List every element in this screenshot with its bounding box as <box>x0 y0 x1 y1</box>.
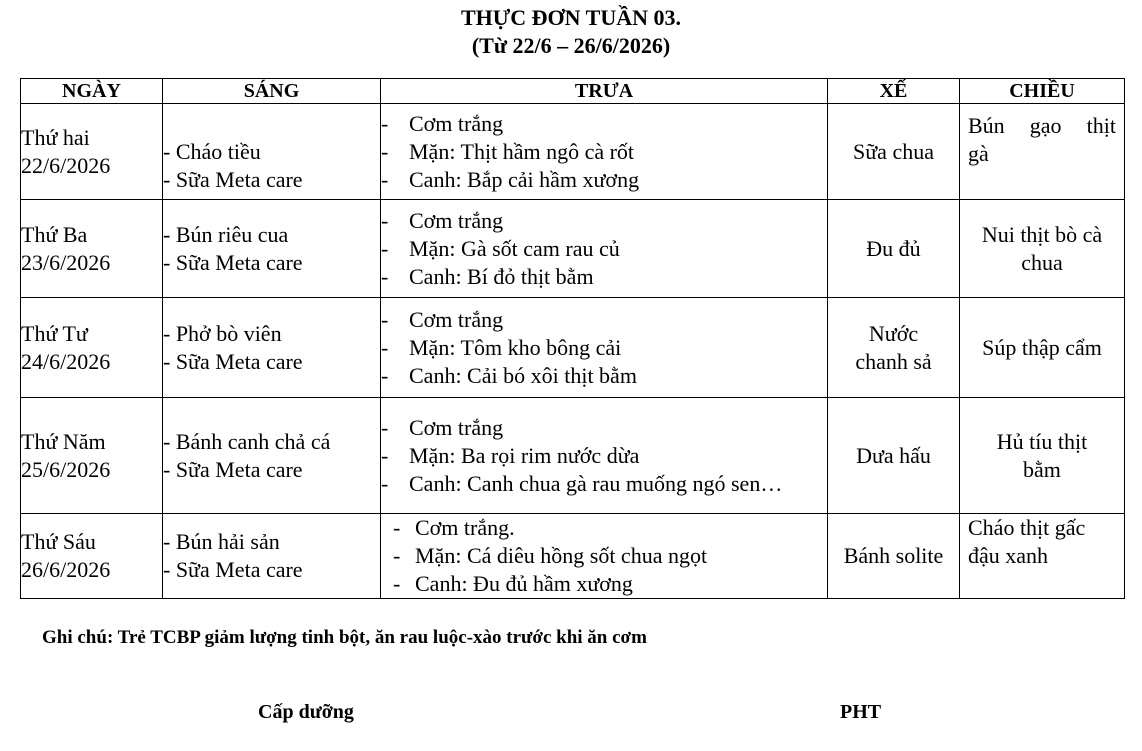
weekday: Thứ Sáu <box>21 529 96 554</box>
snack-cell <box>828 104 960 200</box>
snack-item: Dưa hấu <box>856 442 931 468</box>
afternoon-line: Bún gạo thịt <box>968 113 1116 138</box>
date: 22/6/2026 <box>21 152 111 178</box>
lunch-item: - Cơm trắng <box>381 306 504 332</box>
lunch-cell <box>381 200 828 298</box>
title-line-2: (Từ 22/6 – 26/6/2026) <box>471 33 671 58</box>
afternoon-cell <box>960 298 1125 398</box>
page-title <box>0 4 1142 60</box>
lunch-item: - Cơm trắng <box>381 110 504 136</box>
header-row <box>21 79 1125 104</box>
lunch-item: - Canh: Bắp cải hầm xương <box>381 166 640 192</box>
lunch-item: - Canh: Cải bó xôi thịt bằm <box>381 362 637 388</box>
date: 23/6/2026 <box>21 249 111 275</box>
afternoon-line: chua <box>1021 249 1063 275</box>
lunch-item: - Cơm trắng. <box>393 515 515 540</box>
morning-item: - Sữa Meta care <box>163 557 303 582</box>
lunch-cell <box>381 398 828 514</box>
afternoon-cell <box>960 104 1125 200</box>
afternoon-line: Nui thịt bò cà <box>981 221 1103 247</box>
signature-vice-principal: PHT <box>840 701 882 723</box>
lunch-cell <box>381 514 828 599</box>
snack-cell <box>828 200 960 298</box>
lunch-item: - Canh: Canh chua gà rau muống ngó sen… <box>381 470 783 496</box>
date: 26/6/2026 <box>21 557 111 582</box>
header-morning: SÁNG <box>163 79 381 104</box>
afternoon-cell <box>960 200 1125 298</box>
snack-cell <box>828 298 960 398</box>
lunch-item: - Canh: Bí đỏ thịt bằm <box>381 263 594 289</box>
lunch-item: - Canh: Đu đủ hầm xương <box>393 571 633 596</box>
afternoon-line: Súp thập cẩm <box>982 334 1102 360</box>
table-row <box>21 200 1125 298</box>
afternoon-line: gà <box>968 141 989 166</box>
day-cell <box>21 200 163 298</box>
day-cell <box>21 298 163 398</box>
header-snack: XẾ <box>828 79 960 104</box>
morning-cell <box>163 298 381 398</box>
morning-item: - Phở bò viên <box>163 320 282 346</box>
menu-table <box>20 78 1125 599</box>
snack-item: chanh sả <box>855 348 932 374</box>
header-afternoon: CHIỀU <box>960 79 1125 104</box>
morning-item: - Bún hải sản <box>163 529 280 554</box>
table-row <box>21 514 1125 599</box>
afternoon-line: Hủ tíu thịt <box>996 428 1088 454</box>
afternoon-line: đậu xanh <box>968 543 1049 568</box>
table-row <box>21 298 1125 398</box>
snack-cell <box>828 514 960 599</box>
day-cell <box>21 398 163 514</box>
snack-item: Đu đủ <box>866 235 921 261</box>
morning-item: - Sữa Meta care <box>163 348 303 374</box>
morning-item: - Cháo tiều <box>163 138 261 164</box>
lunch-item: - Cơm trắng <box>381 414 504 440</box>
afternoon-line: Cháo thịt gấc <box>968 515 1086 540</box>
day-cell <box>21 514 163 599</box>
date: 24/6/2026 <box>21 348 111 374</box>
morning-cell <box>163 200 381 298</box>
morning-item: - Sữa Meta care <box>163 166 303 192</box>
weekday: Thứ Ba <box>21 221 88 247</box>
lunch-cell <box>381 104 828 200</box>
header-day: NGÀY <box>21 79 163 104</box>
lunch-item: - Mặn: Gà sốt cam rau củ <box>381 235 620 261</box>
morning-item: - Sữa Meta care <box>163 456 303 482</box>
afternoon-line: bằm <box>1023 456 1061 482</box>
morning-cell <box>163 104 381 200</box>
morning-item: - Sữa Meta care <box>163 249 303 275</box>
date: 25/6/2026 <box>21 456 111 482</box>
lunch-cell <box>381 298 828 398</box>
weekday: Thứ Năm <box>21 428 106 454</box>
lunch-item: - Mặn: Ba rọi rim nước dừa <box>381 442 640 468</box>
morning-item: - Bánh canh chả cá <box>163 428 331 454</box>
weekday: Thứ hai <box>21 124 90 150</box>
signature-cook: Cấp dưỡng <box>258 701 354 723</box>
lunch-item: - Mặn: Thịt hầm ngô cà rốt <box>381 138 635 164</box>
lunch-item: - Mặn: Tôm kho bông cải <box>381 334 622 360</box>
snack-item: Bánh solite <box>843 543 944 568</box>
morning-cell <box>163 398 381 514</box>
table-row <box>21 398 1125 514</box>
day-cell <box>21 104 163 200</box>
lunch-item: - Cơm trắng <box>381 207 504 233</box>
table-row <box>21 104 1125 200</box>
lunch-item: - Mặn: Cá diêu hồng sốt chua ngọt <box>393 543 708 568</box>
header-lunch: TRƯA <box>381 79 828 104</box>
afternoon-cell <box>960 514 1125 599</box>
snack-item: Sữa chua <box>853 138 934 164</box>
snack-cell <box>828 398 960 514</box>
weekday: Thứ Tư <box>21 320 88 346</box>
snack-item: Nước <box>868 320 919 346</box>
title-line-1: THỰC ĐƠN TUẦN 03. <box>460 5 681 30</box>
afternoon-cell <box>960 398 1125 514</box>
morning-cell <box>163 514 381 599</box>
note-text: Ghi chú: Trẻ TCBP giảm lượng tinh bột, ăn rau luộc-xào trước khi ăn cơm <box>42 627 647 648</box>
morning-item: - Bún riêu cua <box>163 221 289 247</box>
